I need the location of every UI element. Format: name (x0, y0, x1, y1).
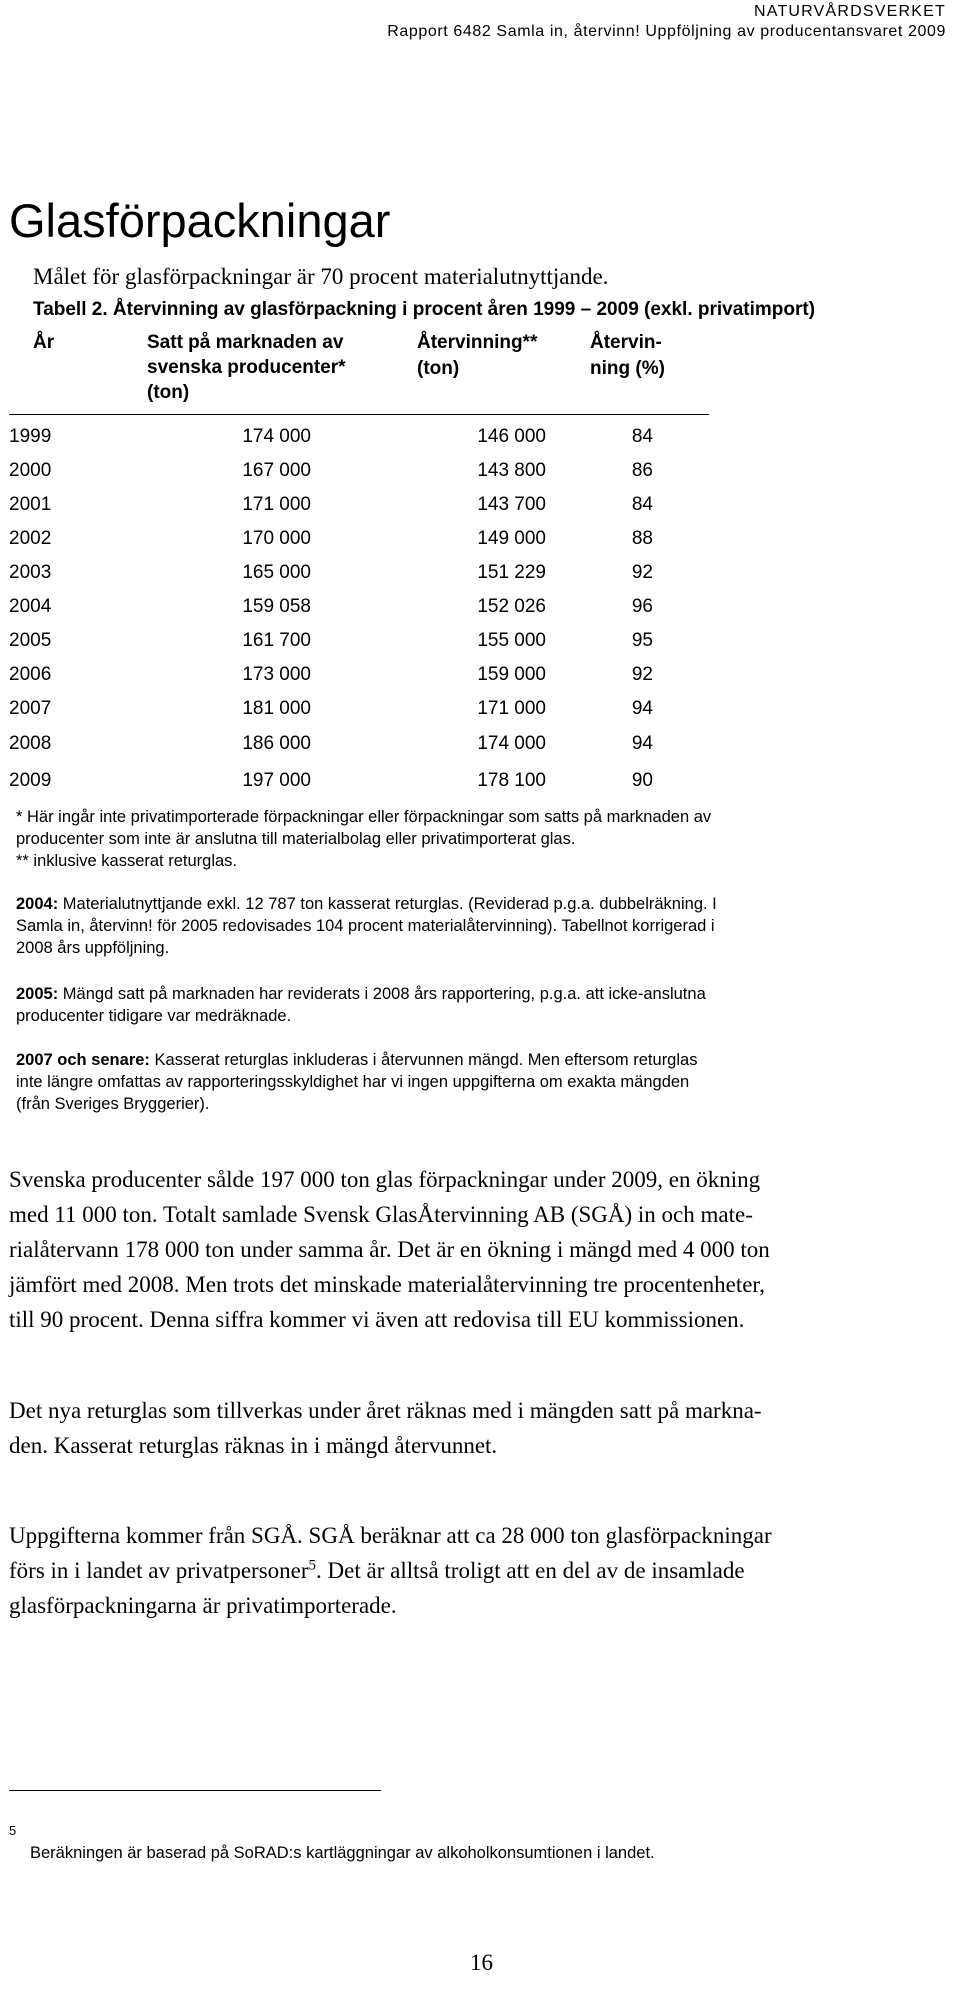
note-line: Mängd satt på marknaden har reviderats i 2008 års rapportering, p.g.a. att icke-anslutna (62, 985, 706, 1003)
col-header-placed-line1: Satt på marknaden av (147, 332, 344, 353)
paragraph-line: Det nya returglas som tillverkas under året räknas med i mängden satt på markna- (9, 1398, 762, 1423)
cell-placed: 181 000 (242, 698, 311, 719)
paragraph-line: förs in i landet av privatpersoner (9, 1558, 309, 1583)
paragraph-line: . Det är alltså troligt att en del av de insamlade (316, 1558, 745, 1583)
cell-placed: 161 700 (242, 630, 311, 651)
running-header-org: NATURVÅRDSVERKET (754, 3, 946, 20)
cell-year: 2005 (9, 630, 52, 651)
table-header-rule (9, 414, 709, 415)
cell-recycled: 159 000 (477, 664, 546, 685)
col-header-year: År (33, 332, 55, 353)
note-line: Samla in, återvinn! för 2005 redovisades 104 procent materialåtervinning). Tabellnot korrigerad i (16, 917, 715, 935)
table-note-2004 (16, 893, 960, 959)
running-header-report: Rapport 6482 Samla in, återvinn! Uppföljning av producentansvaret 2009 (387, 23, 946, 40)
cell-rate: 92 (631, 562, 653, 583)
cell-placed: 186 000 (242, 733, 311, 754)
footnote-number: 5 (9, 1823, 17, 1838)
col-header-rate-line1: Återvin- (590, 332, 662, 353)
paragraph-line: med 11 000 ton. Totalt samlade Svensk GlasÅtervinning AB (SGÅ) in och mate- (9, 1202, 753, 1227)
paragraph-3 (9, 1518, 959, 1623)
cell-placed: 174 000 (242, 426, 311, 447)
note-label: 2004: (16, 895, 59, 913)
cell-rate: 94 (631, 698, 653, 719)
section-title: Glasförpackningar (9, 194, 391, 247)
col-header-placed (147, 330, 346, 406)
cell-recycled: 149 000 (477, 528, 546, 549)
note-line: Kasserat returglas inkluderas i återvunnen mängd. Men eftersom returglas (154, 1051, 698, 1069)
note-line: ** inklusive kasserat returglas. (16, 852, 238, 870)
cell-rate: 92 (631, 664, 653, 685)
cell-recycled: 178 100 (477, 770, 546, 791)
col-header-rate (590, 330, 665, 382)
footnote-rule (9, 1790, 381, 1791)
cell-year: 2004 (9, 596, 52, 617)
note-line: 2008 års uppföljning. (16, 939, 170, 957)
cell-recycled: 152 026 (477, 596, 546, 617)
table-caption: Tabell 2. Återvinning av glasförpackning i procent åren 1999 – 2009 (exkl. privatimport) (33, 299, 816, 320)
note-line: * Här ingår inte privatimporterade förpackningar eller förpackningar som satts på marknaden av (16, 808, 712, 826)
paragraph-1 (9, 1162, 959, 1337)
cell-placed: 173 000 (242, 664, 311, 685)
cell-year: 2006 (9, 664, 52, 685)
note-line: inte längre omfattas av rapporteringsskyldighet har vi ingen uppgifterna om exakta mängden (16, 1073, 690, 1091)
cell-rate: 95 (631, 630, 653, 651)
note-line: Materialutnyttjande exkl. 12 787 ton kasserat returglas. (Reviderad p.g.a. dubbelräkning. I (62, 895, 717, 913)
cell-recycled: 151 229 (477, 562, 546, 583)
cell-rate: 84 (631, 494, 653, 515)
col-header-recycled-line1: Återvinning** (417, 332, 538, 353)
cell-placed: 170 000 (242, 528, 311, 549)
cell-placed: 159 058 (242, 596, 311, 617)
note-line: (från Sveriges Bryggerier). (16, 1095, 210, 1113)
paragraph-line: till 90 procent. Denna siffra kommer vi även att redovisa till EU kommissionen. (9, 1307, 745, 1332)
note-line: producenter som inte är anslutna till materialbolag eller privatimporterat glas. (16, 830, 576, 848)
paragraph-line: glasförpackningarna är privatimporterade. (9, 1593, 397, 1618)
cell-year: 1999 (9, 426, 52, 447)
paragraph-2 (9, 1393, 959, 1463)
cell-recycled: 155 000 (477, 630, 546, 651)
cell-year: 2002 (9, 528, 52, 549)
cell-recycled: 143 800 (477, 460, 546, 481)
table-note-2005 (16, 983, 960, 1027)
cell-rate: 84 (631, 426, 653, 447)
paragraph-line: jämfört med 2008. Men trots det minskade materialåtervinning tre procentenheter, (9, 1272, 765, 1297)
paragraph-line: Uppgifterna kommer från SGÅ. SGÅ beräknar att ca 28 000 ton glasförpackningar (9, 1523, 772, 1548)
note-label: 2007 och senare: (16, 1051, 150, 1069)
cell-placed: 167 000 (242, 460, 311, 481)
cell-rate: 94 (631, 733, 653, 754)
cell-rate: 88 (631, 528, 653, 549)
cell-placed: 197 000 (242, 770, 311, 791)
footnote-ref[interactable]: 5 (308, 1557, 317, 1574)
paragraph-line: rialåtervann 178 000 ton under samma år. Det är en ökning i mängd med 4 000 ton (9, 1237, 770, 1262)
cell-rate: 86 (631, 460, 653, 481)
cell-year: 2001 (9, 494, 52, 515)
table-note-star (16, 806, 960, 872)
footnote-text: Beräkningen är baserad på SoRAD:s kartläggningar av alkoholkonsumtionen i landet. (30, 1844, 655, 1862)
paragraph-line: Svenska producenter sålde 197 000 ton glas förpackningar under 2009, en ökning (9, 1167, 761, 1192)
cell-placed: 171 000 (242, 494, 311, 515)
cell-recycled: 146 000 (477, 426, 546, 447)
cell-year: 2000 (9, 460, 52, 481)
table-note-2007 (16, 1049, 960, 1115)
cell-recycled: 143 700 (477, 494, 546, 515)
cell-rate: 90 (631, 770, 653, 791)
note-line: producenter tidigare var medräknade. (16, 1007, 292, 1025)
note-label: 2005: (16, 985, 59, 1003)
col-header-recycled (417, 330, 537, 382)
cell-rate: 96 (631, 596, 653, 617)
col-header-placed-line3: (ton) (147, 382, 190, 403)
paragraph-line: den. Kasserat returglas räknas in i mängd återvunnet. (9, 1433, 498, 1458)
cell-recycled: 171 000 (477, 698, 546, 719)
cell-year: 2009 (9, 770, 52, 791)
col-header-placed-line2: svenska producenter* (147, 357, 346, 378)
page-number: 16 (470, 1950, 493, 1975)
cell-year: 2007 (9, 698, 52, 719)
cell-year: 2008 (9, 733, 52, 754)
intro-text: Målet för glasförpackningar är 70 procent materialutnyttjande. (33, 264, 609, 289)
col-header-recycled-line2: (ton) (417, 358, 460, 379)
cell-recycled: 174 000 (477, 733, 546, 754)
cell-year: 2003 (9, 562, 52, 583)
cell-placed: 165 000 (242, 562, 311, 583)
col-header-rate-line2: ning (%) (590, 358, 665, 379)
